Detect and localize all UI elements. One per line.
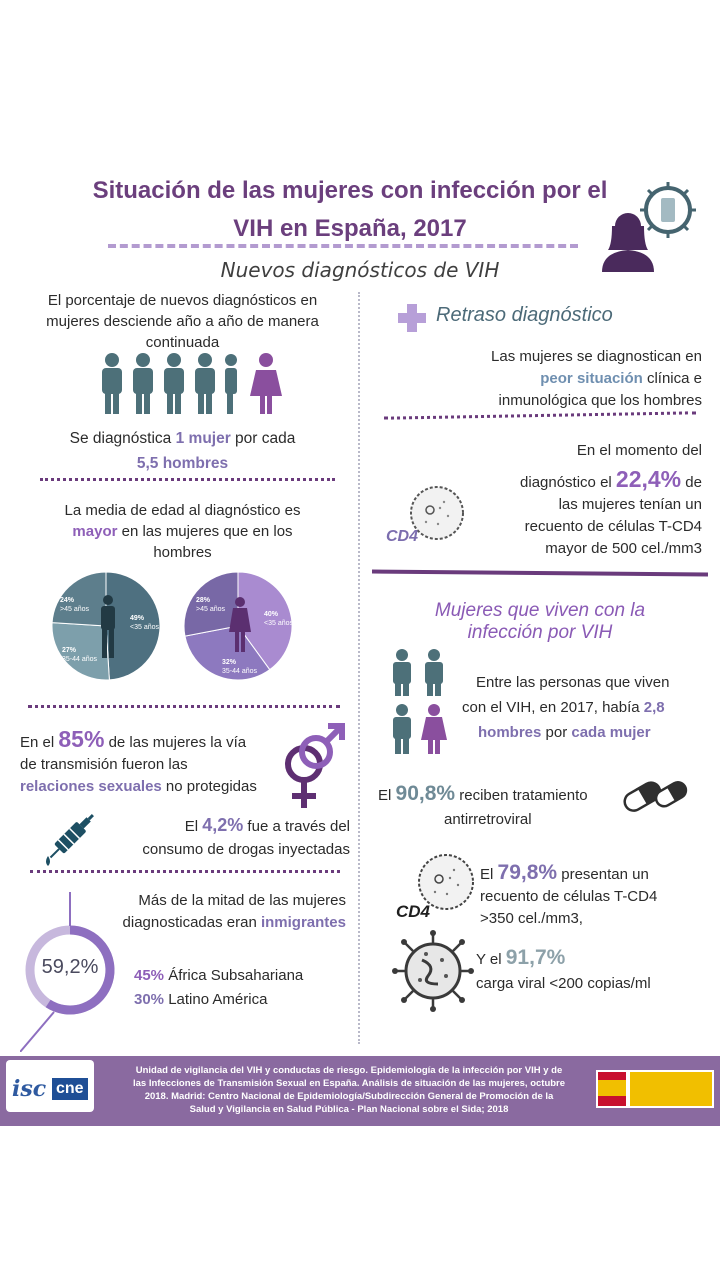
treat-line-1: reciben tratamiento	[455, 787, 588, 804]
transmission-line-1: de las mujeres la vía	[104, 734, 247, 751]
origin-2-text: Latino América	[164, 991, 268, 1008]
living-title-line-1: Mujeres que viven con la	[434, 600, 646, 621]
footer-line-4: Salud y Vigilancia en Salud Pública - Plan Nacional sobre el Sida; 2018	[189, 1104, 509, 1115]
ratio-highlight: 1 mujer	[175, 430, 231, 447]
transmission-text	[20, 728, 285, 798]
transmission-line-2: de transmisión fueron las	[20, 756, 188, 773]
viral-pct: 91,7%	[505, 946, 566, 969]
footer-line-1: Unidad de vigilancia del VIH y conductas de riesgo. Epidemiología de la infección por VIH y de	[135, 1065, 563, 1076]
immigrants-highlight: inmigrantes	[260, 914, 346, 931]
ministry-band	[630, 1072, 712, 1106]
footer-line-2: las Infecciones de Transmisión Sexual en España. Análisis de situación de las mujeres, octubre	[132, 1078, 566, 1089]
origin-2-pct: 30%	[134, 991, 165, 1008]
virus-icon	[392, 930, 474, 1012]
pie-men-label-young: 49% <35 años	[130, 615, 159, 631]
trend-line-3: continuada	[145, 334, 220, 351]
cd4b-text	[480, 862, 702, 930]
age-line-1: La media de edad al diagnóstico es	[64, 502, 301, 519]
immigrants-text	[92, 890, 346, 934]
trend-line-1: El porcentaje de nuevos diagnósticos en	[47, 292, 318, 309]
age-highlight: mayor	[72, 523, 118, 540]
title-underline	[108, 244, 578, 248]
drugs-line-2: consumo de drogas inyectadas	[142, 841, 350, 858]
woman-virus-icon	[598, 180, 708, 272]
gender-symbols-icon	[278, 720, 348, 816]
syringe-icon	[40, 808, 102, 866]
living-text	[462, 670, 702, 745]
viral-pre: Y el	[476, 951, 506, 968]
trend-line-2: mujeres desciende año a año de manera	[46, 313, 319, 330]
pie-men-label-older: 24% >45 años	[60, 597, 89, 613]
treat-line-2: antirretroviral	[444, 811, 532, 828]
delay-line-1: Las mujeres se diagnostican en	[491, 348, 702, 365]
viral-text	[476, 946, 702, 996]
footer-citation	[104, 1064, 594, 1116]
drugs-text	[100, 814, 350, 861]
cd4b-line-3: >350 cel./mm3,	[480, 910, 583, 927]
age-text	[20, 500, 345, 563]
woman-silhouette-icon	[228, 596, 252, 654]
living-title	[380, 600, 700, 644]
transmission-pre: En el	[20, 734, 59, 751]
delay-title: Retraso diagnóstico	[436, 304, 613, 326]
age-line-3: hombres	[153, 544, 212, 561]
living-line-1: Entre las personas que viven	[476, 674, 670, 691]
divider-r2	[372, 570, 708, 577]
immigrants-pct: 59,2%	[41, 956, 99, 978]
living-title-line-2: infección por VIH	[467, 622, 613, 643]
people-group-icon	[388, 648, 458, 756]
cd4b-line-1: presentan un	[557, 866, 649, 883]
logo-isc: isc	[12, 1076, 47, 1102]
title-line-2: VIH en España, 2017	[233, 215, 467, 242]
delay-line-3: inmunológica que los hombres	[498, 392, 702, 409]
man-silhouette-icon	[98, 594, 118, 660]
cd4b-pre: El	[480, 866, 498, 883]
treatment-text	[378, 782, 628, 832]
column-divider	[358, 292, 360, 1044]
cd4-pct: 22,4%	[615, 466, 682, 492]
ring-leader-bottom	[20, 1012, 54, 1052]
title-line-1: Situación de las mujeres con infección por el	[92, 177, 608, 204]
trend-text	[20, 290, 345, 353]
living-men: hombres	[478, 724, 542, 741]
section-title-new-diagnoses: Nuevos diagnósticos de VIH	[220, 258, 500, 282]
delay-highlight: peor situación	[540, 370, 643, 387]
age-line-2: en las mujeres que en los	[117, 523, 293, 540]
pills-icon	[622, 776, 690, 816]
cd4b-pct: 79,8%	[497, 861, 558, 884]
living-line-2-pre: con el VIH, en 2017, había	[462, 699, 644, 716]
cd4-line-5: mayor de 500 cel./mm3	[545, 540, 702, 557]
drugs-line-1: fue a través del	[243, 818, 350, 835]
immigrants-line-2: diagnosticadas eran	[122, 914, 261, 931]
cd4b-line-2: recuento de células T-CD4	[480, 888, 658, 905]
ratio-pre: Se diagnóstica	[69, 430, 176, 447]
divider-r1	[384, 411, 696, 419]
immigrants-line-1: Más de la mitad de las mujeres	[138, 892, 346, 909]
origin-list	[134, 964, 303, 1012]
plus-icon	[396, 302, 428, 334]
origin-1-pct: 45%	[134, 967, 165, 984]
divider-2	[28, 705, 340, 708]
living-women: cada mujer	[571, 724, 651, 741]
delay-text	[380, 346, 702, 412]
ratio-text	[20, 428, 345, 474]
men-women-ratio-icon	[100, 352, 300, 416]
cd4-line-1: En el momento del	[576, 442, 702, 459]
spain-flag-band	[598, 1080, 626, 1096]
man-figure	[102, 353, 122, 414]
ministry-logo	[596, 1070, 714, 1108]
cd4-label-2: CD4	[396, 902, 431, 921]
drugs-pre: El	[184, 818, 203, 835]
pie-men-label-middle: 27% 35-44 años	[62, 647, 98, 663]
logo-isc-box	[6, 1060, 94, 1112]
treat-pre: El	[378, 787, 396, 804]
footer-line-3: 2018. Madrid: Centro Nacional de Epidemiología/Subdirección General de Promoción de la	[144, 1091, 554, 1102]
viral-line: carga viral <200 copias/ml	[476, 975, 651, 992]
transmission-pct: 85%	[58, 726, 105, 752]
cd4-line-2-pre: diagnóstico el	[520, 474, 616, 491]
pie-women-label-older: 28% >45 años	[196, 597, 225, 613]
living-mid: por	[541, 724, 572, 741]
living-ratio: 2,8	[643, 699, 665, 716]
origin-1-text: África Subsahariana	[164, 967, 304, 984]
divider-1	[40, 478, 335, 481]
pie-women-label-young: 40% <35 años	[264, 611, 293, 627]
cd4-line-4: recuento de células T-CD4	[524, 518, 702, 535]
cd4-line-2-post: de	[681, 474, 702, 491]
divider-3	[30, 870, 340, 873]
treat-pct: 90,8%	[395, 782, 456, 805]
cd4-label: CD4	[386, 528, 419, 545]
transmission-highlight: relaciones sexuales	[20, 778, 162, 795]
delay-line-2: clínica e	[642, 370, 702, 387]
pie-women-label-middle: 32% 35-44 años	[222, 659, 258, 675]
ratio-men: 5,5 hombres	[136, 455, 229, 472]
page-title	[60, 172, 640, 248]
cd4-line-3: las mujeres tenían un	[558, 496, 702, 513]
transmission-line-3: no protegidas	[161, 778, 257, 795]
logo-cne: cne	[52, 1078, 88, 1100]
drugs-pct: 4,2%	[202, 815, 244, 835]
ratio-mid: por cada	[230, 430, 296, 447]
